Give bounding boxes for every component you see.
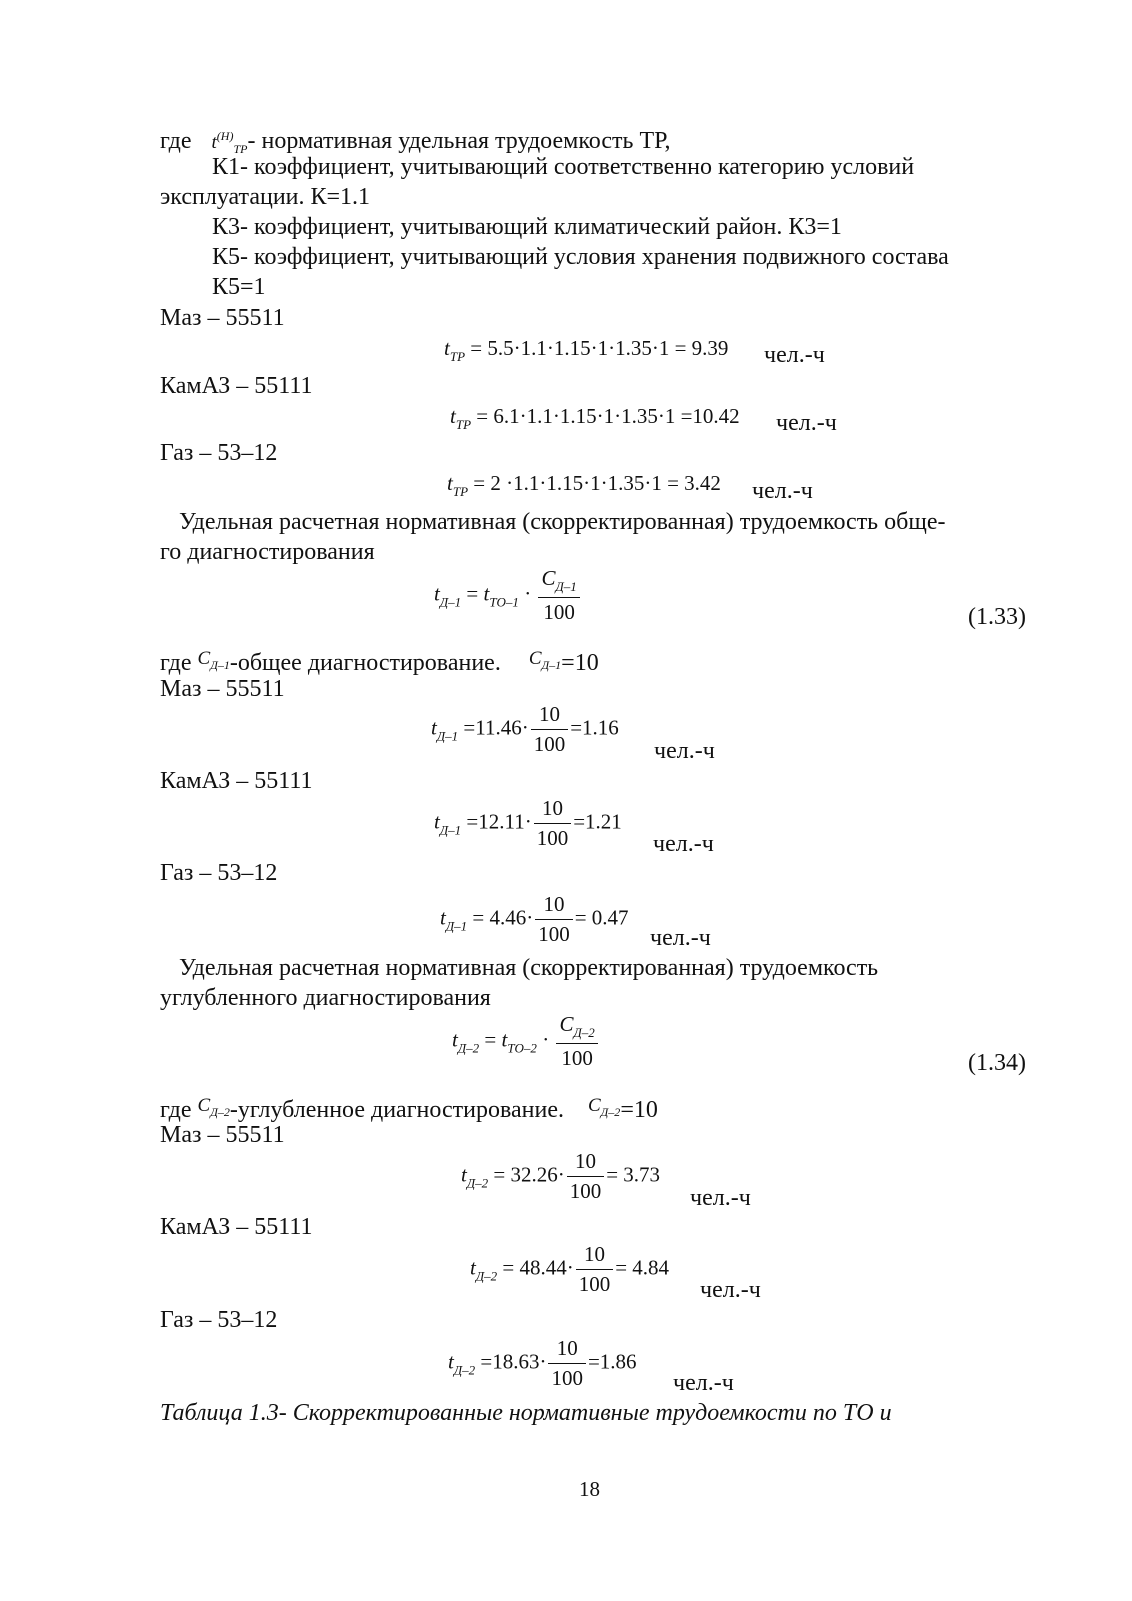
lhs-symbol: t [434, 581, 440, 606]
c-subscript: Д–1 [541, 658, 562, 672]
t-norm-t: t [211, 132, 217, 153]
d2-general-formula [452, 1012, 600, 1071]
fraction [538, 566, 579, 625]
rhs-subscript: ТО–1 [489, 594, 519, 610]
fraction [556, 1012, 597, 1071]
formula-symbol: t [444, 336, 450, 360]
fraction [548, 1336, 586, 1391]
lhs-symbol: t [440, 905, 446, 930]
formula-value: =12.11· [466, 809, 532, 834]
t-norm-symbol [211, 129, 248, 156]
c-symbol: С [197, 648, 211, 669]
c-d2-symbol [197, 1095, 230, 1119]
fraction-numerator: 10 [531, 702, 569, 730]
formula-subscript: ТР [452, 484, 469, 499]
lhs-subscript: Д–2 [457, 1040, 480, 1056]
fraction-denominator: 100 [551, 1366, 583, 1390]
d1-where-line [160, 645, 599, 679]
d1-paragraph-line1: Удельная расчетная нормативная (скорректированная) трудоемкость обще- [179, 509, 946, 535]
fraction-numerator [538, 566, 579, 598]
c-d2-symbol [587, 1095, 621, 1119]
c-subscript: Д–2 [210, 1105, 230, 1119]
fraction-denominator: 100 [569, 1179, 602, 1203]
fraction [576, 1242, 614, 1297]
rhs-subscript: ТО–2 [507, 1040, 537, 1056]
c-symbol: С [528, 648, 542, 669]
c-d1-symbol [528, 648, 562, 672]
unit-label: чел.-ч [650, 925, 711, 951]
fraction-denominator: 100 [578, 1272, 611, 1296]
fraction-numerator: 10 [548, 1336, 586, 1364]
lhs-symbol: t [431, 715, 437, 740]
d1-maz-formula [431, 702, 619, 757]
unit-label: чел.-ч [654, 738, 715, 764]
formula-value: = 4.46· [472, 905, 534, 930]
d1-general-formula [434, 566, 582, 625]
where-word: где [160, 1097, 192, 1123]
page-number: 18 [579, 1477, 600, 1501]
fraction-numerator [556, 1012, 597, 1044]
fraction-numerator: 10 [534, 796, 572, 824]
num-symbol: С [559, 1012, 574, 1036]
d2-maz-formula [461, 1149, 660, 1204]
table-caption: Таблица 1.3- Скорректированные нормативные трудоемкости по ТО и [160, 1400, 892, 1426]
tr-gaz-label: Газ – 53–12 [160, 440, 278, 466]
unit-label: чел.-ч [653, 831, 714, 857]
lhs-symbol: t [434, 809, 440, 834]
formula-value: =11.46· [463, 715, 529, 740]
d2-kamaz-formula [470, 1242, 669, 1297]
d2-gaz-label: Газ – 53–12 [160, 1307, 278, 1333]
where-word: где [160, 650, 192, 676]
d1-gaz-formula [440, 892, 629, 947]
formula-body: = 6.1·1.1·1.15·1·1.35·1 =10.42 [476, 404, 740, 428]
num-subscript: Д–1 [555, 579, 577, 594]
fraction-denominator: 100 [561, 1046, 593, 1070]
multiply-dot: · [542, 1027, 550, 1052]
unit-label: чел.-ч [764, 342, 825, 368]
formula-result: = 3.73 [606, 1162, 661, 1187]
d1-kamaz-label: КамАЗ – 55111 [160, 768, 313, 794]
c-symbol: С [587, 1095, 601, 1116]
lhs-subscript: Д–2 [453, 1362, 476, 1378]
d1-gaz-label: Газ – 53–12 [160, 860, 278, 886]
unit-label: чел.-ч [700, 1277, 761, 1303]
t-norm-sub: ТР [233, 142, 248, 156]
fraction [531, 702, 569, 757]
num-subscript: Д–2 [573, 1025, 595, 1040]
t-norm-sup: (Н) [216, 129, 234, 143]
k1-line1: К1- коэффициент, учитывающий соответственно категорию условий [212, 154, 915, 180]
rhs-symbol: t [501, 1027, 508, 1052]
lhs-subscript: Д–1 [445, 918, 468, 934]
equation-number: (1.34) [968, 1050, 1026, 1076]
formula-subscript: ТР [449, 349, 466, 364]
lhs-subscript: Д–1 [439, 594, 462, 610]
d2-kamaz-label: КамАЗ – 55111 [160, 1214, 313, 1240]
fraction-denominator: 100 [533, 732, 566, 756]
equals-sign: = [466, 581, 479, 606]
k5-line2: К5=1 [212, 274, 266, 300]
formula-result: =1.21 [573, 809, 622, 834]
tr-kamaz-label: КамАЗ – 55111 [160, 373, 313, 399]
lhs-subscript: Д–2 [475, 1268, 498, 1284]
equals-sign: = [484, 1027, 497, 1052]
formula-result: =1.86 [587, 1349, 637, 1374]
formula-value: = 32.26· [493, 1162, 565, 1187]
formula-result: =1.16 [570, 715, 619, 740]
c-subscript: Д–2 [600, 1105, 621, 1119]
tr-gaz-formula [447, 471, 721, 500]
lhs-symbol: t [448, 1349, 454, 1374]
fraction [534, 796, 572, 851]
formula-result: = 4.84 [615, 1255, 670, 1280]
formula-subscript: ТР [455, 417, 472, 432]
lhs-symbol: t [470, 1255, 476, 1280]
k1-line2: эксплуатации. К=1.1 [160, 184, 371, 210]
tr-maz-label: Маз – 55511 [160, 305, 285, 331]
lhs-subscript: Д–1 [439, 822, 462, 838]
unit-label: чел.-ч [776, 410, 837, 436]
c-description: -углубленное диагностирование. [229, 1097, 564, 1123]
multiply-dot: · [524, 581, 532, 606]
lhs-symbol: t [461, 1162, 467, 1187]
c-symbol: С [197, 1095, 211, 1116]
k3-line: К3- коэффициент, учитывающий климатический район. К3=1 [212, 214, 842, 240]
c-description: -общее диагностирование. [229, 650, 501, 676]
unit-label: чел.-ч [752, 478, 813, 504]
formula-symbol: t [450, 404, 456, 428]
k5-line1: К5- коэффициент, учитывающий условия хранения подвижного состава [212, 244, 949, 270]
formula-result: = 0.47 [574, 905, 629, 930]
unit-label: чел.-ч [690, 1185, 751, 1211]
num-symbol: С [541, 566, 556, 590]
formula-value: =18.63· [480, 1349, 547, 1374]
c-subscript: Д–1 [210, 658, 230, 672]
lhs-subscript: Д–1 [436, 728, 459, 744]
c-value: =10 [620, 1097, 658, 1123]
d1-maz-label: Маз – 55511 [160, 676, 285, 702]
d2-paragraph-line2: углубленного диагностирования [160, 985, 491, 1011]
fraction [567, 1149, 605, 1204]
unit-label: чел.-ч [673, 1370, 734, 1396]
tr-kamaz-formula [450, 404, 740, 433]
rhs-symbol: t [483, 581, 490, 606]
d1-paragraph-line2: го диагностирования [160, 539, 375, 565]
fraction-denominator: 100 [543, 600, 575, 624]
fraction-denominator: 100 [536, 826, 569, 850]
d2-gaz-formula [448, 1336, 637, 1391]
formula-symbol: t [447, 471, 453, 495]
lhs-subscript: Д–2 [466, 1175, 489, 1191]
c-d1-symbol [197, 648, 230, 672]
formula-value: = 48.44· [502, 1255, 574, 1280]
fraction [535, 892, 573, 947]
d2-paragraph-line1: Удельная расчетная нормативная (скорректированная) трудоемкость [179, 955, 879, 981]
formula-body: = 5.5·1.1·1.15·1·1.35·1 = 9.39 [470, 336, 729, 360]
fraction-numerator: 10 [535, 892, 573, 920]
d2-maz-label: Маз – 55511 [160, 1122, 285, 1148]
equation-number: (1.33) [968, 604, 1026, 630]
t-norm-description: - нормативная удельная трудоемкость ТР, [247, 128, 671, 154]
fraction-numerator: 10 [576, 1242, 614, 1270]
d1-kamaz-formula [434, 796, 622, 851]
where-word: где [160, 128, 192, 154]
tr-maz-formula [444, 336, 728, 365]
fraction-numerator: 10 [567, 1149, 605, 1177]
formula-body: = 2 ·1.1·1.15·1·1.35·1 = 3.42 [473, 471, 721, 495]
lhs-symbol: t [452, 1027, 458, 1052]
fraction-denominator: 100 [538, 922, 570, 946]
c-value: =10 [561, 650, 599, 676]
